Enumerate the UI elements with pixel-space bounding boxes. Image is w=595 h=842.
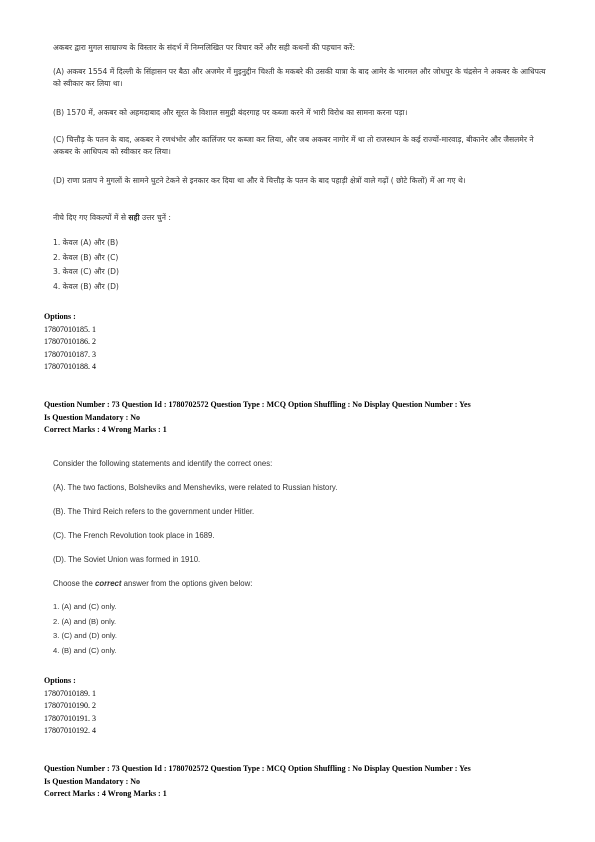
- meta-line: Question Number : 73 Question Id : 1780702572 Question Type : MCQ Option Shuffling : No Display Question Number : Yes: [44, 400, 471, 409]
- instruction-bold: correct: [95, 579, 122, 588]
- option-id: 17807010190. 2: [44, 701, 96, 710]
- instruction-english: [53, 578, 553, 589]
- meta-line: Correct Marks : 4 Wrong Marks : 1: [44, 789, 167, 798]
- option-id: 17807010189. 1: [44, 688, 96, 698]
- option-id: 17807010185. 1: [44, 324, 96, 334]
- options-label: Options :: [44, 676, 76, 685]
- question-stem-english: Consider the following statements and identify the correct ones:: [53, 459, 273, 468]
- choice-item: 1. (A) and (C) only.: [53, 602, 117, 611]
- option-id: 17807010186. 2: [44, 337, 96, 346]
- question-meta-2: [44, 763, 564, 801]
- statement-a-hindi: (A) अकबर 1554 में दिल्ली के सिंहासन पर बैठा और अजमेर में मुइनुद्दीन चिश्ती के मकबरे की उसकी यात्रा के बाद आमेर के भारमल और जोधपुर के चंद्रसेन ने अकबर के आधिपत्य को स्वीकार कर लिया था।: [53, 67, 546, 88]
- choice-item: 4. केवल (B) और (D): [53, 281, 119, 291]
- statement-a-english: (A). The two factions, Bolsheviks and Mensheviks, were related to Russian history.: [53, 483, 338, 492]
- instruction-pre: नीचे दिए गए विकल्पों में से: [53, 213, 129, 222]
- option-id: 17807010191. 3: [44, 713, 96, 723]
- question-stem-hindi: अकबर द्वारा मुगल साम्राज्य के विस्तार के संदर्भ में निम्नलिखित पर विचार करें और सही कथनों की पहचान करें:: [53, 43, 356, 52]
- statement-d-english: (D). The Soviet Union was formed in 1910.: [53, 555, 201, 564]
- instruction-hindi: [53, 212, 553, 224]
- option-id: 17807010188. 4: [44, 362, 96, 371]
- instruction-post: उत्तर चुनें :: [139, 213, 171, 222]
- statement-c-hindi: (C) चित्तौड़ के पतन के बाद, अकबर ने रणथंभोर और कालिंजर पर कब्जा कर लिया, और जब अकबर नागोर में था तो राजस्थान के कई राज्यों-मारवाड़, बीकानेर और जैसलमेर ने अकबर के आधिपत्य को स्वीकार कर लिया।: [53, 135, 534, 156]
- choice-item: 3. केवल (C) और (D): [53, 267, 119, 276]
- meta-line: Correct Marks : 4 Wrong Marks : 1: [44, 425, 167, 434]
- meta-line: Is Question Mandatory : No: [44, 776, 141, 786]
- question-meta-1: [44, 399, 564, 437]
- options-label: Options :: [44, 312, 76, 321]
- choice-item: 2. केवल (B) और (C): [53, 252, 119, 262]
- instruction-bold: सही: [128, 213, 140, 222]
- choice-list-hindi: [53, 236, 553, 294]
- meta-line: Is Question Mandatory : No: [44, 412, 141, 422]
- choice-item: 2. (A) and (B) only.: [53, 616, 117, 626]
- choice-item: 3. (C) and (D) only.: [53, 631, 118, 640]
- meta-line: Question Number : 73 Question Id : 1780702572 Question Type : MCQ Option Shuffling : No Display Question Number : Yes: [44, 764, 471, 773]
- choice-list-english: [53, 600, 553, 658]
- options-block-1: [44, 311, 96, 374]
- statement-c-english: (C). The French Revolution took place in 1689.: [53, 531, 215, 540]
- statement-b-english: (B). The Third Reich refers to the government under Hitler.: [53, 507, 255, 516]
- choice-item: 1. केवल (A) और (B): [53, 238, 119, 247]
- options-block-2: [44, 675, 96, 738]
- instruction-pre: Choose the: [53, 579, 96, 588]
- option-id: 17807010192. 4: [44, 726, 96, 735]
- choice-item: 4. (B) and (C) only.: [53, 645, 117, 655]
- instruction-post: answer from the options given below:: [121, 579, 253, 588]
- option-id: 17807010187. 3: [44, 349, 96, 359]
- statement-b-hindi: (B) 1570 में, अकबर को अहमदाबाद और सूरत के विशाल समुद्री बंदरगाह पर कब्जा करने में भारी विरोध का सामना करना पड़ा।: [53, 108, 408, 117]
- statement-d-hindi: (D) राणा प्रताप ने मुगलों के सामने घुटने टेकने से इनकार कर दिया था और वे चित्तौड़ के पतन के बाद पहाड़ी क्षेत्रों वाले गढ़ों ( छोटे किलों) में आ गए थे।: [53, 176, 466, 185]
